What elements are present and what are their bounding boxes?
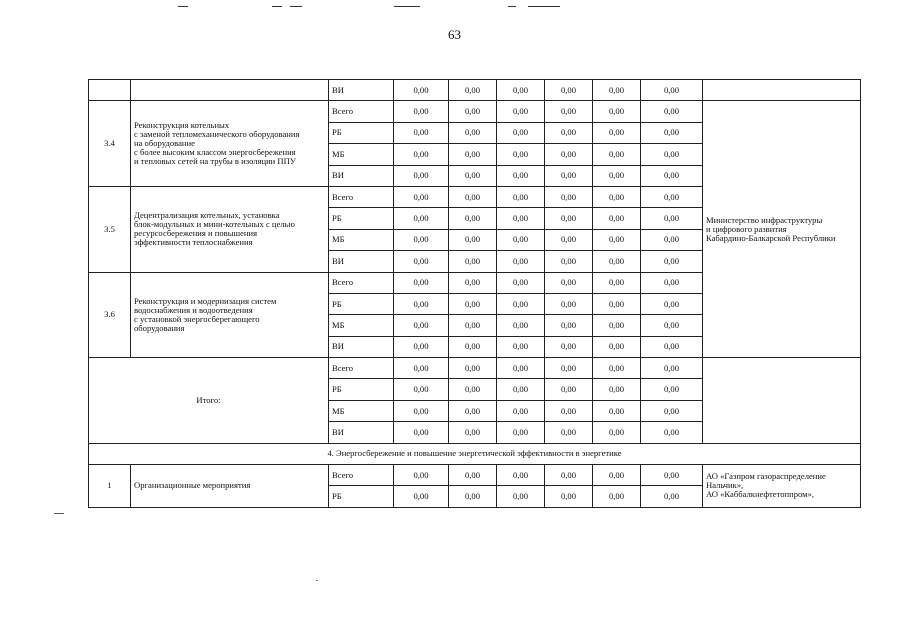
value-cell: 0,00 [497,101,545,122]
value-cell: 0,00 [394,379,449,400]
value-cell: 0,00 [593,465,641,486]
value-cell: 0,00 [394,336,449,357]
scan-mark [508,6,516,7]
value-cell: 0,00 [449,336,497,357]
value-cell: 0,00 [449,293,497,314]
scan-mark [178,6,188,7]
funding-source-cell: ВИ [329,422,394,443]
value-cell: 0,00 [449,358,497,379]
value-cell: 0,00 [449,400,497,421]
value-cell: 0,00 [641,144,703,165]
value-cell: 0,00 [497,315,545,336]
value-cell: 0,00 [394,144,449,165]
funding-source-cell: РБ [329,122,394,143]
value-cell: 0,00 [497,186,545,207]
value-cell: 0,00 [497,422,545,443]
section-heading-row [89,443,861,464]
total-row [89,358,861,379]
value-cell: 0,00 [593,229,641,250]
text-line: блок-модульных и мини-котельных с целью [134,219,295,230]
value-cell: 0,00 [449,251,497,272]
value-cell: 0,00 [497,486,545,507]
item-description-cell [131,80,329,101]
funding-source-cell: ВИ [329,165,394,186]
value-cell: 0,00 [593,165,641,186]
scan-mark [316,580,318,581]
value-cell: 0,00 [394,251,449,272]
executor-cell [703,465,861,508]
value-cell: 0,00 [545,336,593,357]
value-cell: 0,00 [545,272,593,293]
funding-source-cell: Всего [329,358,394,379]
text-line: Министерство инфраструктуры [706,214,823,225]
scan-mark [394,6,420,7]
item-description-cell [131,101,329,187]
value-cell: 0,00 [497,122,545,143]
total-label-cell: Итого: [89,358,329,444]
table-row [89,465,861,486]
value-cell: 0,00 [545,165,593,186]
value-cell: 0,00 [545,144,593,165]
value-cell: 0,00 [593,101,641,122]
funding-source-cell: МБ [329,400,394,421]
table-row [89,101,861,122]
value-cell: 0,00 [394,272,449,293]
text-line: с установкой энергосберегающего [134,313,260,324]
text-line: Кабардино-Балкарской Республики [706,232,836,243]
value-cell: 0,00 [449,422,497,443]
funding-source-cell: МБ [329,315,394,336]
value-cell: 0,00 [593,251,641,272]
value-cell: 0,00 [449,122,497,143]
value-cell: 0,00 [449,272,497,293]
value-cell: 0,00 [545,400,593,421]
value-cell: 0,00 [545,251,593,272]
value-cell: 0,00 [497,400,545,421]
funding-source-cell: РБ [329,208,394,229]
value-cell: 0,00 [497,465,545,486]
value-cell: 0,00 [641,80,703,101]
text-line: АО «Каббалкнефтетоппром», [706,489,815,500]
scan-mark [528,6,560,7]
text-line: эффективности теплоснабжения [134,237,253,248]
value-cell: 0,00 [641,186,703,207]
text-line: Реконструкция котельных [134,120,230,131]
value-cell: 0,00 [545,379,593,400]
value-cell: 0,00 [593,80,641,101]
value-cell: 0,00 [394,165,449,186]
value-cell: 0,00 [497,251,545,272]
scan-mark [272,6,282,7]
value-cell: 0,00 [641,422,703,443]
funding-source-cell: МБ [329,144,394,165]
value-cell: 0,00 [545,186,593,207]
value-cell: 0,00 [394,293,449,314]
funding-source-cell: РБ [329,486,394,507]
scan-mark [290,6,302,7]
value-cell: 0,00 [449,80,497,101]
value-cell: 0,00 [641,122,703,143]
text-line: с более высоким классом энергосбережения [134,147,296,158]
value-cell: 0,00 [394,422,449,443]
text-line: АО «Газпром газораспределение [706,471,826,482]
value-cell: 0,00 [497,293,545,314]
funding-source-cell: Всего [329,101,394,122]
value-cell: 0,00 [545,208,593,229]
value-cell: 0,00 [593,122,641,143]
value-cell: 0,00 [497,336,545,357]
value-cell: 0,00 [593,400,641,421]
text-line: и тепловых сетей на трубы в изоляции ППУ [134,156,296,167]
value-cell: 0,00 [593,336,641,357]
funding-source-cell: РБ [329,293,394,314]
value-cell: 0,00 [449,229,497,250]
value-cell: 0,00 [394,186,449,207]
value-cell: 0,00 [394,465,449,486]
value-cell: 0,00 [497,229,545,250]
value-cell: 0,00 [394,315,449,336]
value-cell: 0,00 [545,122,593,143]
value-cell: 0,00 [593,422,641,443]
value-cell: 0,00 [449,379,497,400]
value-cell: 0,00 [641,486,703,507]
value-cell: 0,00 [641,379,703,400]
value-cell: 0,00 [497,165,545,186]
value-cell: 0,00 [641,293,703,314]
value-cell: 0,00 [545,358,593,379]
value-cell: 0,00 [545,486,593,507]
item-number-cell [89,80,131,101]
value-cell: 0,00 [394,229,449,250]
section-title: 4. Энергосбережение и повышение энергетической эффективности в энергетике [89,443,861,464]
value-cell: 0,00 [497,358,545,379]
value-cell: 0,00 [593,186,641,207]
value-cell: 0,00 [449,186,497,207]
value-cell: 0,00 [593,144,641,165]
value-cell: 0,00 [593,315,641,336]
text-line: на оборудование [134,138,195,149]
value-cell: 0,00 [641,165,703,186]
value-cell: 0,00 [641,336,703,357]
table-row [89,80,861,101]
program-table [88,79,861,508]
funding-source-cell: РБ [329,379,394,400]
value-cell: 0,00 [641,400,703,421]
executor-cell [703,101,861,358]
value-cell: 0,00 [545,80,593,101]
value-cell: 0,00 [545,229,593,250]
value-cell: 0,00 [641,315,703,336]
text-line: Децентрализация котельных, установка [134,210,280,221]
value-cell: 0,00 [449,465,497,486]
value-cell: 0,00 [449,315,497,336]
value-cell: 0,00 [394,358,449,379]
item-description-cell [131,465,329,508]
value-cell: 0,00 [449,486,497,507]
item-description-cell [131,186,329,272]
value-cell: 0,00 [497,144,545,165]
text-line: ресурсосбережения и повышения [134,228,258,239]
value-cell: 0,00 [449,165,497,186]
funding-source-cell: МБ [329,229,394,250]
value-cell: 0,00 [545,465,593,486]
value-cell: 0,00 [593,293,641,314]
value-cell: 0,00 [497,208,545,229]
value-cell: 0,00 [497,379,545,400]
value-cell: 0,00 [641,229,703,250]
value-cell: 0,00 [545,101,593,122]
scan-mark [54,513,64,514]
value-cell: 0,00 [641,358,703,379]
value-cell: 0,00 [593,358,641,379]
item-number-cell: 3.6 [89,272,131,358]
funding-source-cell: ВИ [329,80,394,101]
value-cell: 0,00 [545,293,593,314]
value-cell: 0,00 [394,122,449,143]
page-number: 63 [448,27,461,42]
value-cell: 0,00 [497,80,545,101]
funding-source-cell: Всего [329,186,394,207]
item-description-cell [131,272,329,358]
item-number-cell: 1 [89,465,131,508]
value-cell: 0,00 [641,465,703,486]
value-cell: 0,00 [449,208,497,229]
executor-cell [703,80,861,101]
text-line: с заменой тепломеханического оборудования [134,129,300,140]
text-line: оборудования [134,322,185,333]
value-cell: 0,00 [641,272,703,293]
text-line: Реконструкция и модернизация систем [134,295,277,306]
value-cell: 0,00 [593,272,641,293]
value-cell: 0,00 [449,101,497,122]
funding-source-cell: ВИ [329,251,394,272]
funding-source-cell: Всего [329,272,394,293]
text-line: Организационные мероприятия [134,480,251,491]
executor-cell [703,358,861,444]
text-line: водоснабжения и водоотведения [134,304,253,315]
value-cell: 0,00 [641,208,703,229]
value-cell: 0,00 [394,80,449,101]
funding-source-cell: Всего [329,465,394,486]
value-cell: 0,00 [593,486,641,507]
value-cell: 0,00 [394,208,449,229]
value-cell: 0,00 [641,251,703,272]
value-cell: 0,00 [593,379,641,400]
value-cell: 0,00 [545,422,593,443]
value-cell: 0,00 [497,272,545,293]
value-cell: 0,00 [545,315,593,336]
funding-source-cell: ВИ [329,336,394,357]
item-number-cell: 3.4 [89,101,131,187]
text-line: и цифрового развития [706,223,787,234]
value-cell: 0,00 [394,400,449,421]
value-cell: 0,00 [394,486,449,507]
value-cell: 0,00 [593,208,641,229]
item-number-cell: 3.5 [89,186,131,272]
value-cell: 0,00 [449,144,497,165]
value-cell: 0,00 [394,101,449,122]
value-cell: 0,00 [641,101,703,122]
text-line: Нальчик», [706,480,744,491]
